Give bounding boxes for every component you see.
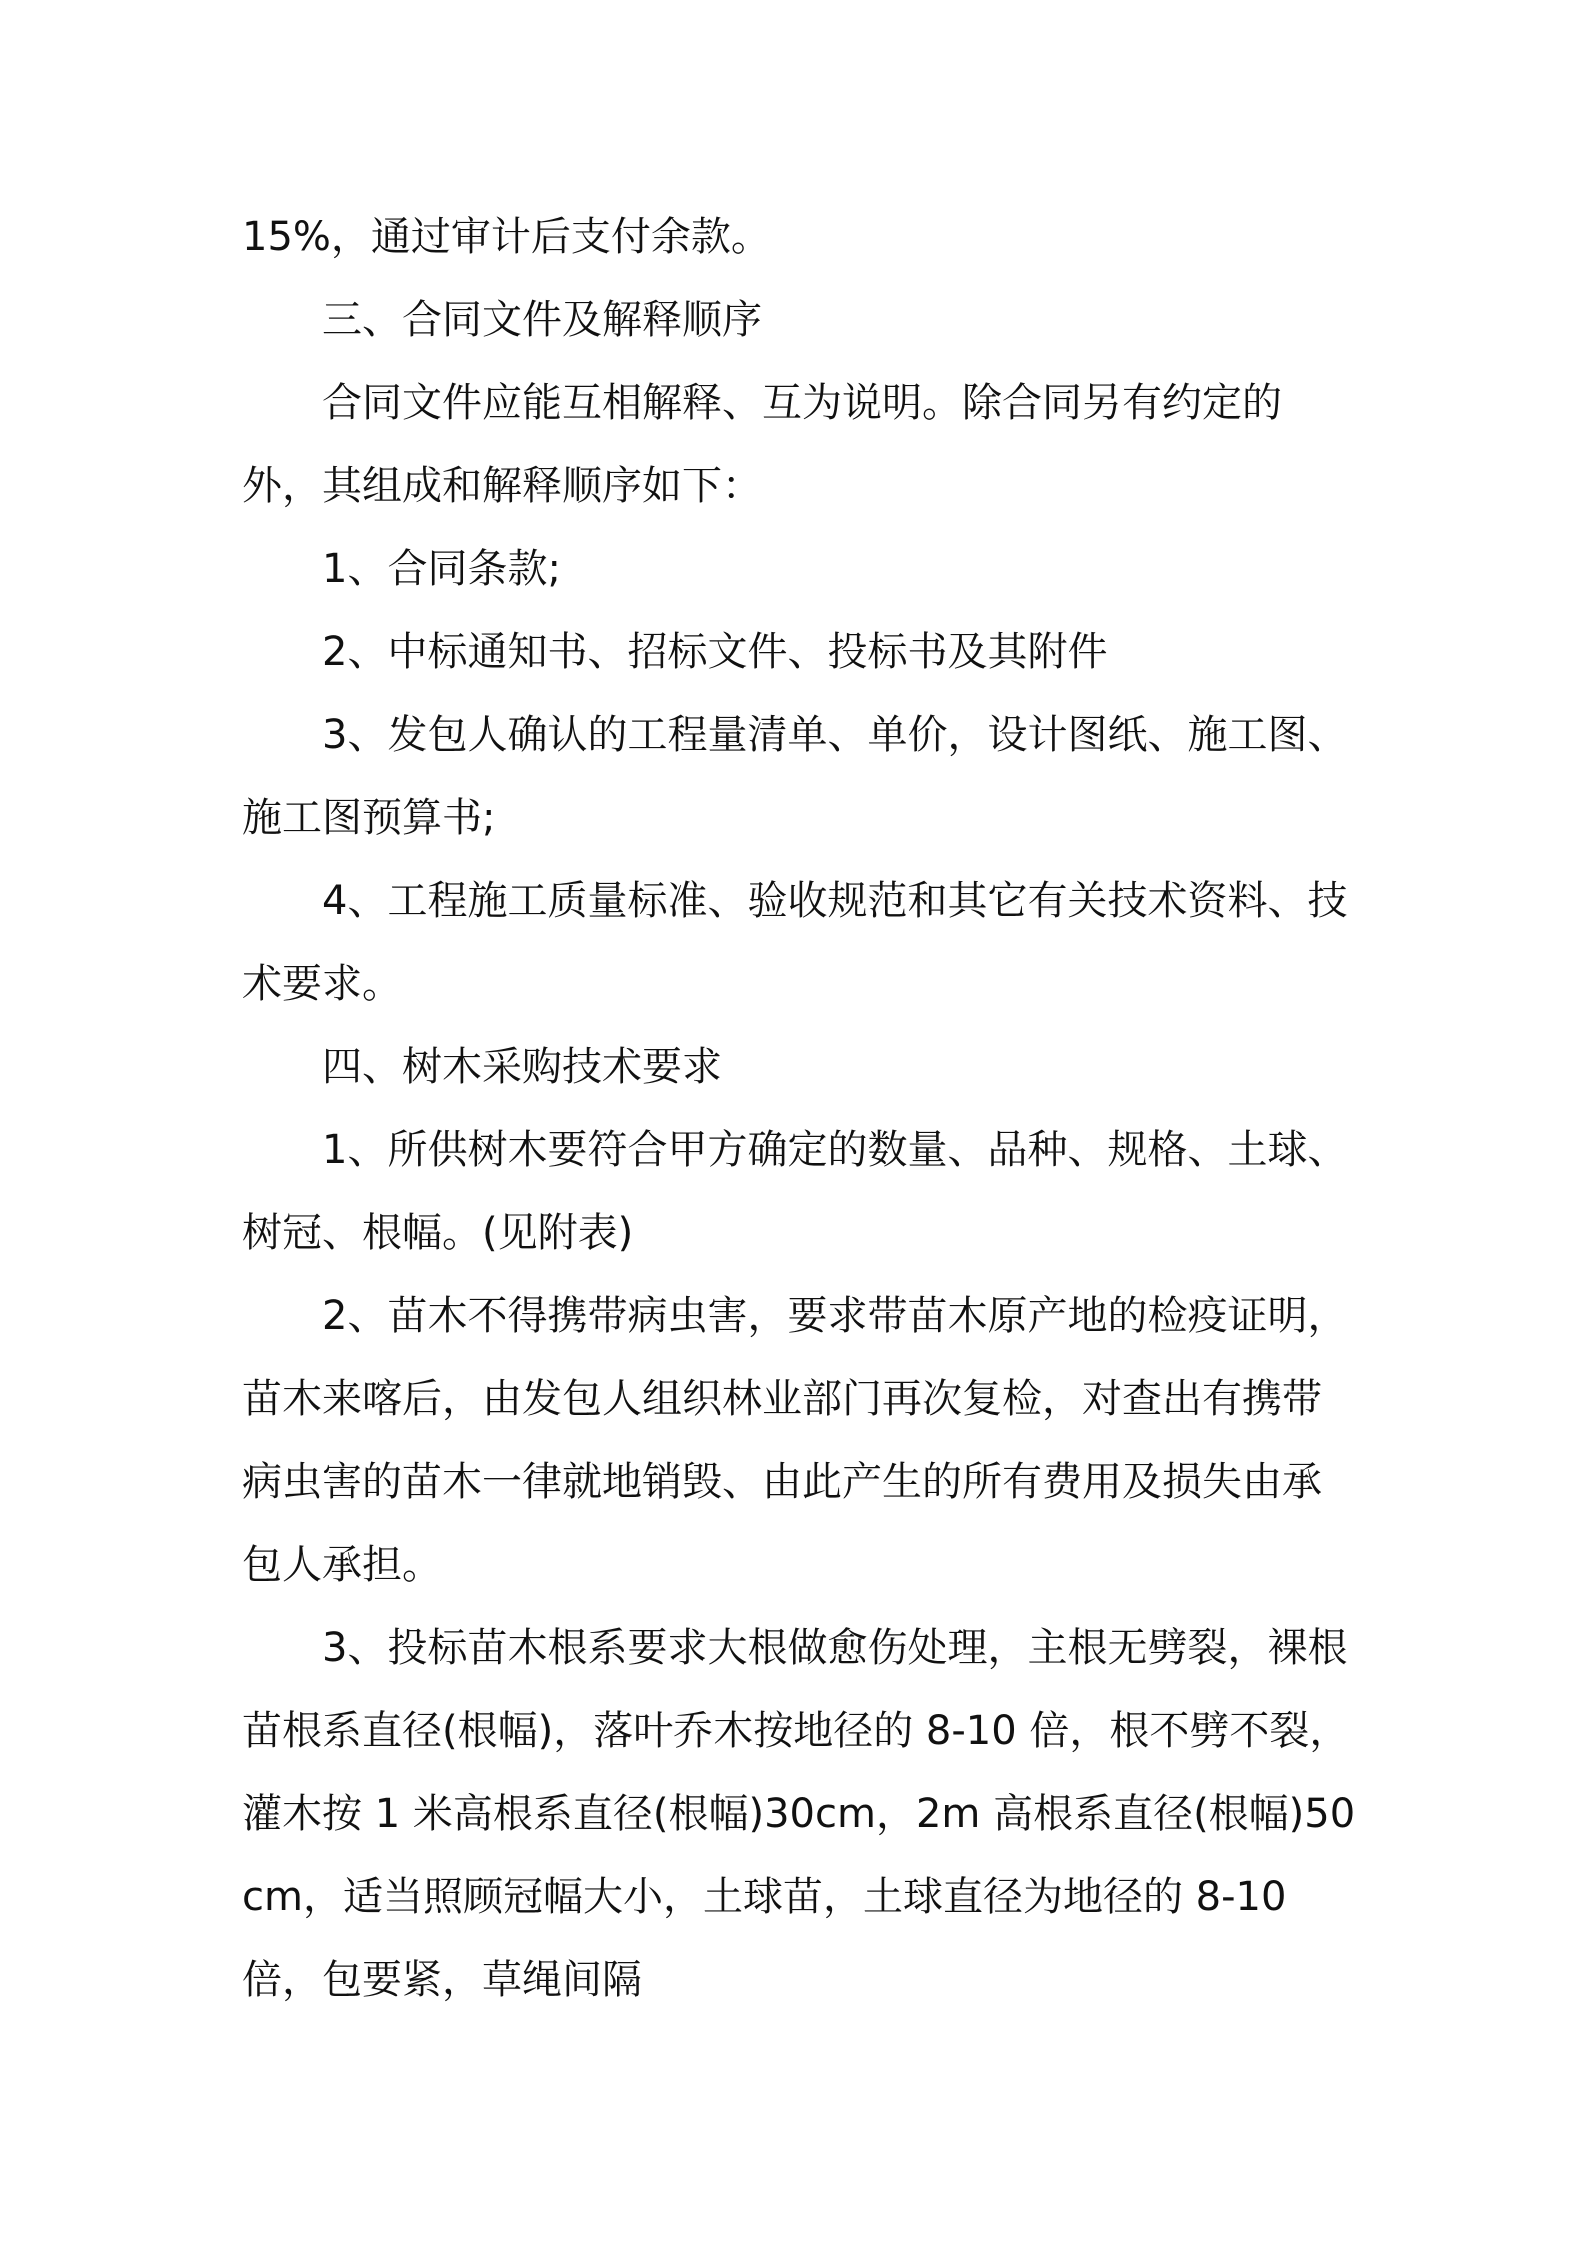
document-body (242, 196, 1360, 2022)
heading-tree-procurement: 四、树木采购技术要求 (322, 1044, 722, 1090)
list-item-tree-specs: 1、所供树木要符合甲方确定的数量、品种、规格、土球、树冠、根幅。(见附表) (242, 1127, 1348, 1256)
list-item-bid-documents: 2、中标通知书、招标文件、投标书及其附件 (322, 629, 1108, 675)
list-item-quality-standards: 4、工程施工质量标准、验收规范和其它有关技术资料、技术要求。 (242, 878, 1348, 1007)
heading-contract-documents: 三、合同文件及解释顺序 (322, 297, 762, 343)
paragraph-interpretation-order: 合同文件应能互相解释、互为说明。除合同另有约定的外，其组成和解释顺序如下： (242, 380, 1282, 509)
list-item-root-system: 3、投标苗木根系要求大根做愈伤处理，主根无劈裂，裸根苗根系直径(根幅)，落叶乔木按地径的 8-10 倍，根不劈不裂，灌木按 1 米高根系直径(根幅)30cm，2m 高根系直径(根幅)50cm，适当照顾冠幅大小，土球苗，土球直径为地径的 8-10 倍，包要紧，草绳间隔 (242, 1625, 1356, 2003)
list-item-quantity-list: 3、发包人确认的工程量清单、单价，设计图纸、施工图、施工图预算书; (242, 712, 1348, 841)
paragraph-payment-balance: 15%，通过审计后支付余款。 (242, 214, 771, 260)
list-item-contract-terms: 1、合同条款; (322, 546, 561, 592)
list-item-pest-control: 2、苗木不得携带病虫害，要求带苗木原产地的检疫证明，苗木来喀后，由发包人组织林业部门再次复检，对查出有携带病虫害的苗木一律就地销毁、由此产生的所有费用及损失由承包人承担。 (242, 1293, 1348, 1588)
